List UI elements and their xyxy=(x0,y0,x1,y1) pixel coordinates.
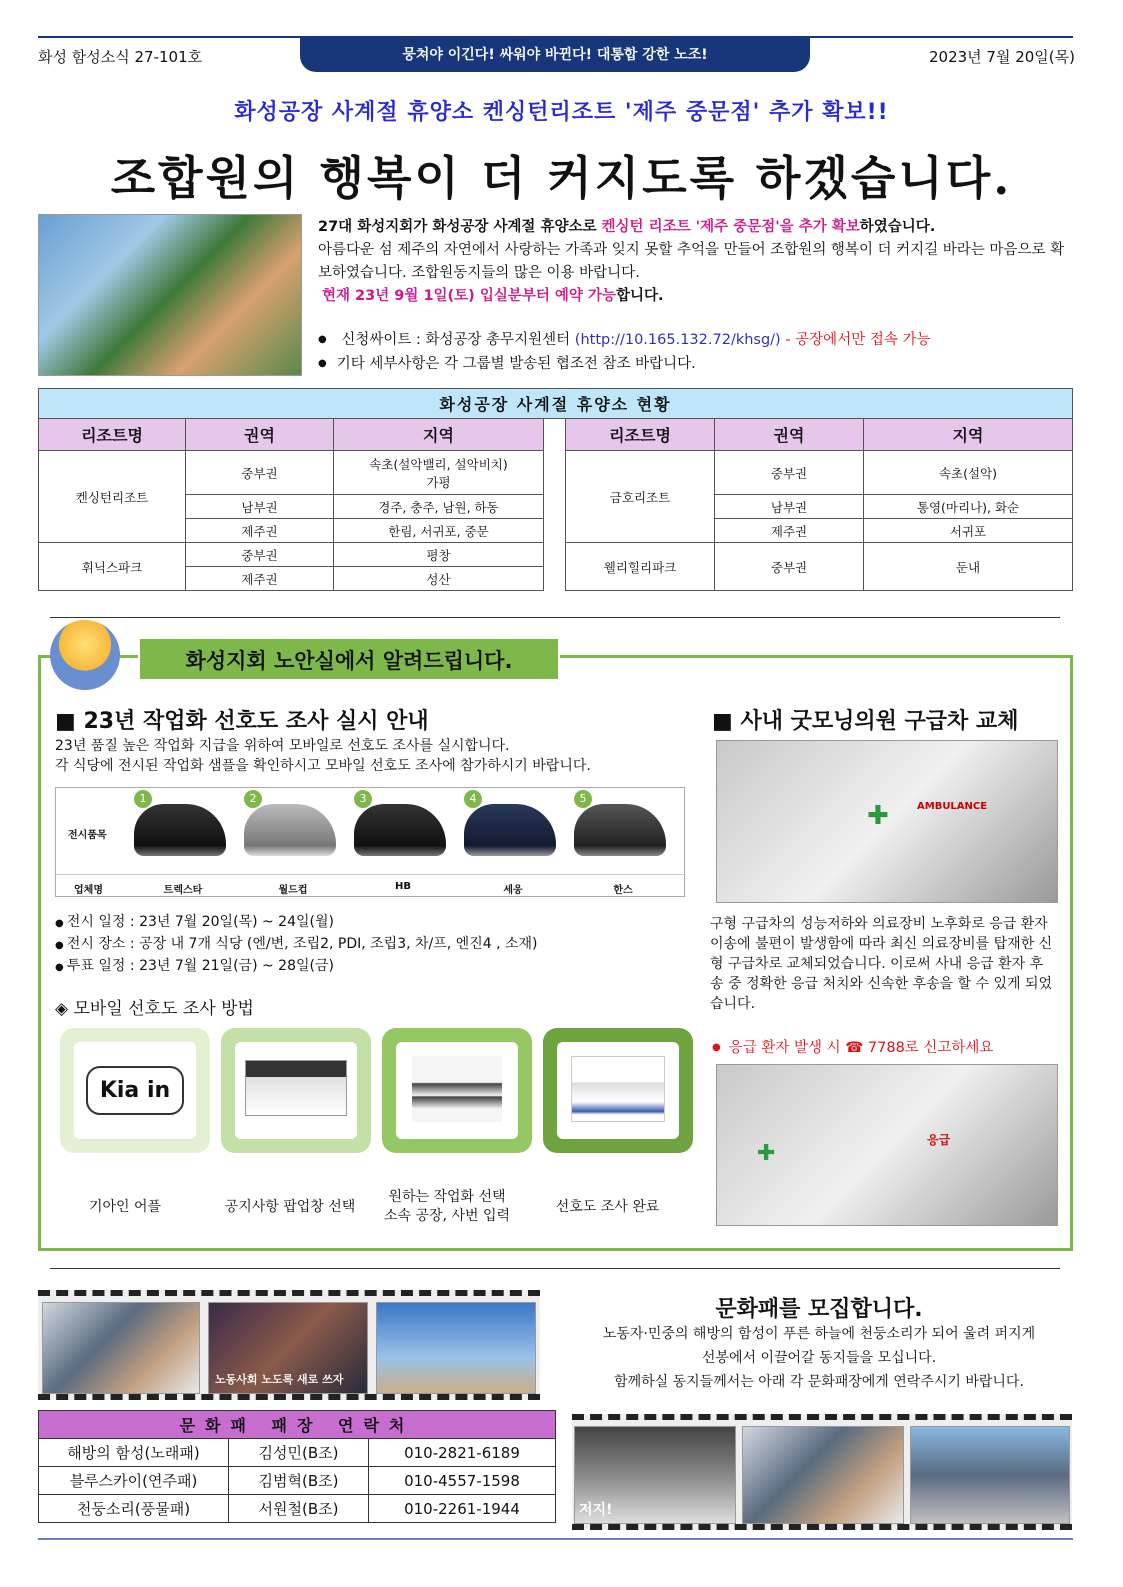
culture-photo-2 xyxy=(208,1302,368,1394)
phone-cell: 010-2261-1944 xyxy=(369,1495,556,1523)
region-cell: 중부권 xyxy=(186,451,334,495)
shoe-number-badge: 5 xyxy=(574,790,592,808)
shoe-table-divider xyxy=(56,874,686,875)
culture-body xyxy=(565,1322,1073,1394)
shoe-image xyxy=(464,804,556,856)
shoe-number-badge: 1 xyxy=(134,790,152,808)
intro-line1-a: 27대 화성지회가 화성공장 사계절 휴양소로 xyxy=(318,219,602,235)
jeju-resort-photo xyxy=(38,214,302,376)
culture-body-line: 함께하실 동지들께서는 아래 각 문화패장에게 연락주시기 바랍니다. xyxy=(614,1374,1024,1390)
area-cell: 성산 xyxy=(334,567,544,591)
intro-line3-a: 현재 23년 9월 1일(토) 입실분부터 예약 가능 xyxy=(322,288,617,304)
team-cell: 천둥소리(풍물패) xyxy=(39,1495,229,1523)
survey-title: ■ 23년 작업화 선호도 조사 실시 안내 xyxy=(55,704,429,735)
site-dash: - xyxy=(780,332,796,348)
culture-photo-5 xyxy=(742,1426,904,1524)
shoe-number-badge: 2 xyxy=(244,790,262,808)
step-4-label: 선호도 조사 완료 xyxy=(555,1199,660,1215)
area-cell: 둔내 xyxy=(864,543,1073,591)
region-cell: 중부권 xyxy=(715,451,864,495)
team-cell: 해방의 함성(노래패) xyxy=(39,1439,229,1467)
survey-body-2: 각 식당에 전시된 작업화 샘플을 확인하시고 모바일 선호도 조사에 참가하시기 바랍니다. xyxy=(55,758,591,774)
col-header-resort-right: 리조트명 xyxy=(566,419,715,451)
resort-table-title: 화성공장 사계절 휴양소 현황 xyxy=(39,389,1073,419)
schedule-item: ● 전시 일정 : 23년 7월 20일(목) ~ 24일(월) xyxy=(55,912,538,934)
step-3-label xyxy=(372,1188,522,1226)
step-4-card xyxy=(543,1028,693,1153)
step-2-screen-thumb xyxy=(235,1042,357,1139)
table-row xyxy=(39,1467,556,1495)
table-gap xyxy=(544,495,566,519)
shoe-sample xyxy=(464,792,562,858)
table-gap xyxy=(544,543,566,567)
ambulance-new-label: 응급 xyxy=(927,1133,951,1147)
culture-photo-strip xyxy=(38,1290,540,1400)
schedule-item: ● 전시 장소 : 공장 내 7개 식당 (엔/변, 조립2, PDI, 조립3, 차/프, 엔진4 , 소재) xyxy=(55,934,538,956)
section-divider xyxy=(50,617,1060,618)
shoe-row-label-vendor: 업체명 xyxy=(74,885,103,896)
region-cell: 제주권 xyxy=(715,519,864,543)
shoe-image xyxy=(134,804,226,856)
step-1-card xyxy=(60,1028,210,1153)
worker-mascot-icon xyxy=(50,620,120,690)
step-4-screen-thumb xyxy=(557,1042,679,1139)
contact-table xyxy=(38,1410,556,1523)
col-header-region-right: 권역 xyxy=(715,419,864,451)
area-cell: 속초(설악) xyxy=(864,451,1073,495)
shoe-number-badge: 4 xyxy=(464,790,482,808)
culture-body-line: 노동자·민중의 해방의 함성이 푸른 하늘에 천둥소리가 되어 울려 퍼지게 xyxy=(602,1326,1036,1342)
area-cell: 경주, 충주, 남원, 하동 xyxy=(334,495,544,519)
shoe-row-label-items: 전시품목 xyxy=(68,830,107,841)
area-line: 가평 xyxy=(426,474,451,490)
shoe-vendor-name: 한스 xyxy=(613,885,633,896)
region-cell: 중부권 xyxy=(715,543,864,591)
culture-photo-6 xyxy=(910,1426,1070,1524)
shoe-sample xyxy=(354,792,452,858)
col-header-region: 권역 xyxy=(186,419,334,451)
site-url-link[interactable]: (http://10.165.132.72/khsg/) xyxy=(574,332,781,348)
intro-bullets xyxy=(318,328,930,376)
intro-line2: 아름다운 섬 제주의 자연에서 사랑하는 가족과 잊지 못할 추억을 만들어 조합원의 행복이 더 커지길 바라는 마음으로 확보하였습니다. 조합원동지들의 많은 이용 바랍니다. xyxy=(318,242,1065,281)
area-cell: 통영(마리나), 화순 xyxy=(864,495,1073,519)
region-cell: 남부권 xyxy=(715,495,864,519)
survey-body-1: 23년 품질 높은 작업화 지급을 위하여 모바일로 선호도 조사를 실시합니다. xyxy=(55,738,510,754)
table-gap xyxy=(544,451,566,495)
resort-name: 웰리힐리파크 xyxy=(566,543,715,591)
ambulance-notice xyxy=(712,1036,993,1057)
old-ambulance-photo xyxy=(716,740,1058,903)
intro-line1-c: 하였습니다. xyxy=(859,219,936,235)
culture-photo-4 xyxy=(574,1426,736,1524)
leader-cell: 서원철(B조) xyxy=(229,1495,369,1523)
survey-schedule-list xyxy=(55,912,538,978)
shoe-sample xyxy=(244,792,342,858)
green-cross-icon: ✚ xyxy=(757,1141,776,1166)
resort-name: 켄싱턴리조트 xyxy=(39,451,186,543)
footer-rule xyxy=(38,1538,1073,1540)
step-1-frame xyxy=(74,1042,196,1139)
step-3-screen-thumb xyxy=(396,1042,518,1139)
area-cell xyxy=(334,451,544,495)
phone-cell: 010-4557-1598 xyxy=(369,1467,556,1495)
resort-name: 금호리조트 xyxy=(566,451,715,543)
sub-headline: 화성공장 사계절 휴양소 켄싱턴리조트 '제주 중문점' 추가 확보!! xyxy=(234,100,889,125)
phone-cell: 010-2821-6189 xyxy=(369,1439,556,1467)
issue-date: 2023년 7월 20일(목) xyxy=(928,48,1075,66)
culture-title: 문화패를 모집합니다. xyxy=(715,1297,923,1322)
shoe-sample xyxy=(134,792,232,858)
shoe-vendor-name: 세웅 xyxy=(503,885,523,896)
table-gap xyxy=(544,419,566,451)
survey-complete-screenshot xyxy=(571,1056,665,1122)
resort-table xyxy=(38,388,1073,591)
shoe-image xyxy=(574,804,666,856)
site-label: 신청싸이트 : 화성공장 총무지원센터 xyxy=(341,332,575,348)
table-gap xyxy=(544,519,566,543)
culture-body-line: 선봉에서 이끌어갈 동지들을 모십니다. xyxy=(701,1350,937,1366)
table-gap xyxy=(544,567,566,591)
schedule-item: ● 투표 일정 : 23년 7월 21일(금) ~ 28일(금) xyxy=(55,956,538,978)
area-line: 속초(설악밸리, 설악비치) xyxy=(369,456,508,472)
intro-line1-b: 켄싱턴 리조트 '제주 중문점'을 추가 확보 xyxy=(601,219,860,235)
shoe-vendor-name: HB xyxy=(395,881,411,892)
shoe-select-screenshot xyxy=(412,1056,502,1122)
shoe-vendor-name: 월드컵 xyxy=(278,885,308,896)
safety-section-tab: 화성지회 노안실에서 알려드립니다. xyxy=(138,637,560,681)
ambulance-label: AMBULANCE xyxy=(917,801,988,812)
shoe-number-badge: 3 xyxy=(354,790,372,808)
step-3-label-line1: 원하는 작업화 선택 xyxy=(388,1189,506,1205)
ambulance-body: 구형 구급차의 성능저하와 의료장비 노후화로 응급 환자 이송에 불편이 발생함에 따라 최신 의료장비를 탑재한 신형 구급차로 교체되었습니다. 이로써 사내 응급 환자 후송 중 정확한 응급 처치와 신속한 후송을 할 수 있게 되었습니다. xyxy=(710,916,1053,1012)
shoe-image xyxy=(244,804,336,856)
area-cell: 서귀포 xyxy=(864,519,1073,543)
area-cell: 평창 xyxy=(334,543,544,567)
site-restriction: 공장에서만 접속 가능 xyxy=(795,332,931,348)
intro-bullet-site xyxy=(318,328,930,352)
shoe-vendor-name: 트렉스타 xyxy=(163,885,203,896)
region-cell: 중부권 xyxy=(186,543,334,567)
intro-text xyxy=(318,216,1078,308)
area-cell: 한림, 서귀포, 중문 xyxy=(334,519,544,543)
kia-in-app-logo: Kia in xyxy=(86,1066,184,1115)
region-cell: 남부권 xyxy=(186,495,334,519)
intro-line3-b: 합니다. xyxy=(616,288,664,304)
leader-cell: 김범혁(B조) xyxy=(229,1467,369,1495)
contact-table-title: 문화패 패장 연락처 xyxy=(39,1411,556,1439)
step-3-label-line2: 소속 공장, 사번 입력 xyxy=(384,1208,510,1224)
step-2-label: 공지사항 팝업창 선택 xyxy=(224,1199,356,1215)
resort-name: 휘닉스파크 xyxy=(39,543,186,591)
issue-number: 화성 함성소식 27-101호 xyxy=(38,48,203,66)
culture-photo-strip-2 xyxy=(572,1414,1072,1530)
shoe-sample xyxy=(574,792,672,858)
step-3-card xyxy=(382,1028,532,1153)
green-cross-icon: ✚ xyxy=(867,801,889,831)
intro-bullet-etc: ● 기타 세부사항은 각 그룹별 발송된 협조전 참조 바랍니다. xyxy=(318,352,930,376)
culture-photo-1 xyxy=(42,1302,200,1394)
team-cell: 블루스카이(연주패) xyxy=(39,1467,229,1495)
step-2-card xyxy=(221,1028,371,1153)
table-row xyxy=(39,1495,556,1523)
main-headline: 조합원의 행복이 더 커지도록 하겠습니다. xyxy=(110,151,1013,205)
notice-bullet: ● xyxy=(712,1042,721,1053)
table-row xyxy=(39,1439,556,1467)
section-divider xyxy=(50,1268,1060,1269)
mobile-method-title: ◈ 모바일 선호도 조사 방법 xyxy=(55,999,254,1019)
culture-photo-3 xyxy=(376,1302,536,1394)
region-cell: 제주권 xyxy=(186,519,334,543)
col-header-area: 지역 xyxy=(334,419,544,451)
shoe-image xyxy=(354,804,446,856)
photo-caption-1: 노동사회 노도록 새로 쓰자 xyxy=(215,1373,344,1386)
region-cell: 제주권 xyxy=(186,567,334,591)
header-slogan: 뭉쳐야 이긴다! 싸워야 바뀐다! 대통합 강한 노조! xyxy=(300,38,810,72)
leader-cell: 김성민(B조) xyxy=(229,1439,369,1467)
ambulance-notice-text: 응급 환자 발생 시 ☎ 7788로 신고하세요 xyxy=(728,1040,994,1056)
popup-screenshot xyxy=(245,1060,347,1116)
col-header-resort: 리조트명 xyxy=(39,419,186,451)
new-ambulance-photo xyxy=(716,1064,1058,1226)
photo-caption-2: 저지! xyxy=(579,1502,613,1518)
ambulance-title: ■ 사내 굿모닝의원 구급차 교체 xyxy=(712,704,1018,735)
col-header-area-right: 지역 xyxy=(864,419,1073,451)
step-1-label: 기아인 어플 xyxy=(88,1199,162,1215)
shoe-sample-table xyxy=(55,787,685,897)
